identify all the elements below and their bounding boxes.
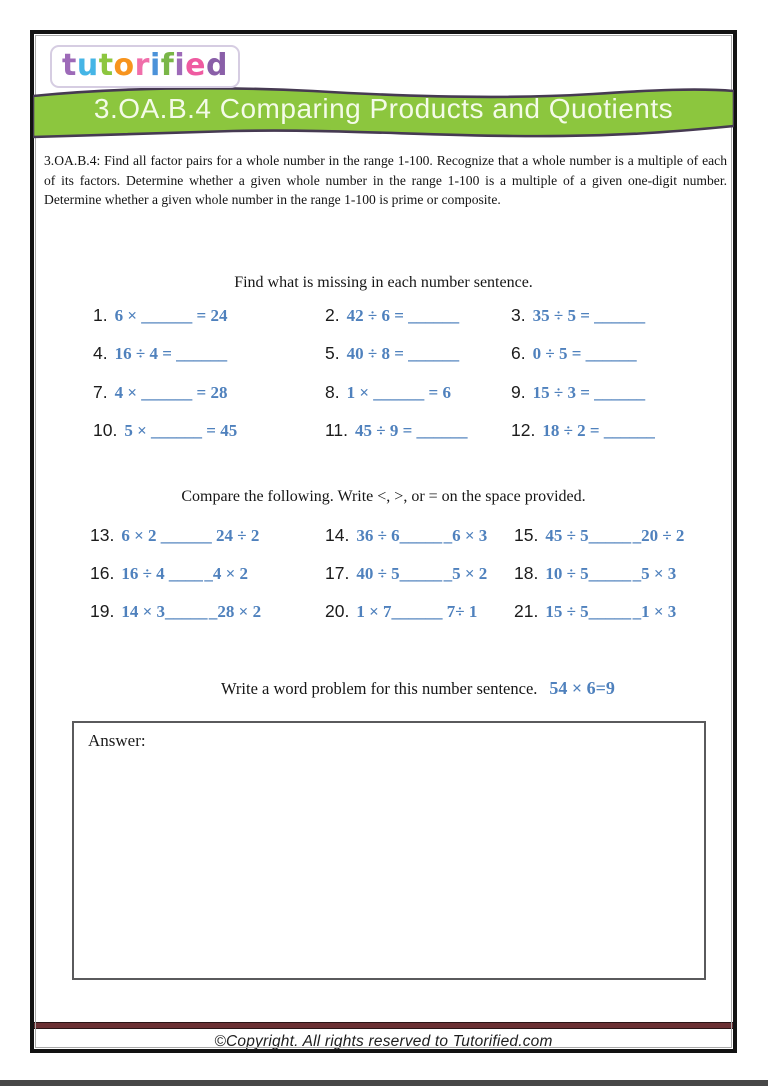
problem-number: 2. (325, 305, 340, 325)
problem-expression: 35 ÷ 5 = ______ (532, 306, 646, 325)
problem-number: 6. (511, 343, 526, 363)
word-problem-label: Write a word problem for this number sentence. (221, 679, 538, 698)
problem-expression: 45 ÷ 9 = ______ (355, 421, 468, 440)
problem-expression: 45 ÷ 5_____ _20 ÷ 2 (545, 526, 685, 545)
problem-number: 21. (514, 601, 539, 621)
title-banner (33, 81, 734, 143)
problem-expression: 18 ÷ 2 = ______ (542, 421, 655, 440)
problem-expression: 40 ÷ 8 = ______ (346, 344, 460, 363)
problem-expression: 1 × 7______ 7÷ 1 (356, 602, 478, 621)
problem-1 (93, 305, 227, 326)
copyright-text: ©Copyright. All rights reserved to Tutorified.com (214, 1033, 553, 1050)
logo-letters: tutorified (62, 48, 228, 83)
problem-6 (511, 343, 637, 364)
problem-number: 18. (514, 563, 539, 583)
standard-description: 3.OA.B.4: Find all factor pairs for a whole number in the range 1-100. Recognize that a whole number is a multiple of each of its factors. Determine whether a given whole number in the range 1-100 is a multiple of a given one-digit number. Determine whether a given whole number in the range 1-100 is prime or composite. (44, 153, 727, 208)
problem-expression: 0 ÷ 5 = ______ (532, 344, 637, 363)
problem-number: 8. (325, 382, 340, 402)
problem-number: 12. (511, 420, 536, 440)
answer-label: Answer: (88, 731, 146, 750)
footer-divider-bar (34, 1022, 733, 1029)
problem-16 (90, 563, 248, 584)
problem-10 (93, 420, 237, 441)
answer-box (72, 721, 706, 980)
word-problem-sentence: 54 × 6=9 (549, 678, 615, 698)
problem-expression: 16 ÷ 4 = ______ (114, 344, 228, 363)
problem-3 (511, 305, 645, 326)
problem-number: 11. (325, 420, 349, 440)
problem-number: 14. (325, 525, 350, 545)
worksheet-page (30, 30, 737, 1053)
problem-number: 13. (90, 525, 115, 545)
section2-heading: Compare the following. Write <, >, or = on the space provided. (181, 488, 586, 505)
problem-expression: 14 × 3_____ _28 × 2 (121, 602, 262, 621)
problem-number: 19. (90, 601, 115, 621)
problem-7 (93, 382, 227, 403)
word-problem-prompt (221, 678, 615, 699)
problem-number: 20. (325, 601, 350, 621)
problem-expression: 5 × ______ = 45 (124, 421, 238, 440)
tutorified-logo (50, 45, 240, 88)
problem-15 (514, 525, 684, 546)
problem-13 (90, 525, 259, 546)
problem-8 (325, 382, 451, 403)
problem-2 (325, 305, 459, 326)
page-title: 3.OA.B.4 Comparing Products and Quotients (93, 93, 674, 124)
problem-expression: 10 ÷ 5_____ _5 × 3 (545, 564, 677, 583)
problem-number: 15. (514, 525, 539, 545)
problem-number: 9. (511, 382, 526, 402)
problem-number: 4. (93, 343, 108, 363)
problem-expression: 36 ÷ 6_____ _6 × 3 (356, 526, 488, 545)
problem-expression: 15 ÷ 3 = ______ (532, 383, 646, 402)
problem-number: 10. (93, 420, 118, 440)
problem-number: 7. (93, 382, 108, 402)
problem-21 (514, 601, 676, 622)
problem-20 (325, 601, 477, 622)
problem-5 (325, 343, 459, 364)
problem-expression: 40 ÷ 5_____ _5 × 2 (356, 564, 488, 583)
problem-expression: 15 ÷ 5_____ _1 × 3 (545, 602, 677, 621)
problem-4 (93, 343, 227, 364)
problem-19 (90, 601, 261, 622)
problem-number: 5. (325, 343, 340, 363)
problem-expression: 4 × ______ = 28 (114, 383, 228, 402)
section1-heading: Find what is missing in each number sentence. (234, 274, 533, 291)
problem-number: 1. (93, 305, 108, 325)
problem-11 (325, 420, 468, 441)
problem-14 (325, 525, 487, 546)
problem-12 (511, 420, 655, 441)
problem-expression: 16 ÷ 4 ____ _4 × 2 (121, 564, 249, 583)
problem-9 (511, 382, 645, 403)
problem-number: 16. (90, 563, 115, 583)
problem-18 (514, 563, 676, 584)
problem-expression: 42 ÷ 6 = ______ (346, 306, 460, 325)
problem-number: 17. (325, 563, 350, 583)
problem-number: 3. (511, 305, 526, 325)
scan-edge-strip (0, 1080, 768, 1086)
problem-expression: 6 × 2 ______ 24 ÷ 2 (121, 526, 260, 545)
problem-expression: 1 × ______ = 6 (346, 383, 451, 402)
problem-expression: 6 × ______ = 24 (114, 306, 228, 325)
problem-17 (325, 563, 487, 584)
